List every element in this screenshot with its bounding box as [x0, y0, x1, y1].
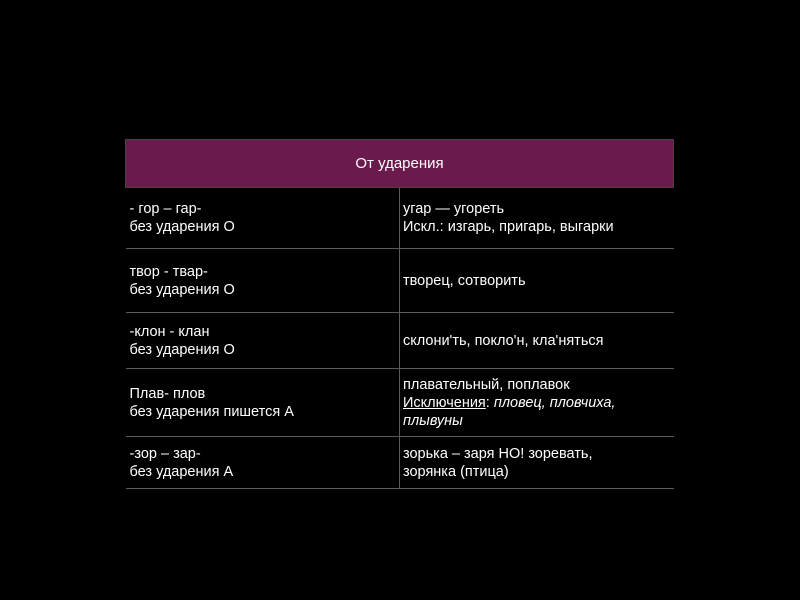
rule-condition: без ударения О [129, 341, 235, 358]
root-pair: твор - твар- [129, 263, 208, 280]
table-row [126, 313, 674, 369]
example-cell [400, 369, 674, 437]
root-pair: -клон - клан [129, 323, 210, 340]
table-row [126, 369, 674, 437]
example-words: плавательный, поплавок [403, 376, 570, 393]
table-row [126, 249, 674, 313]
rule-condition: без ударения О [129, 219, 235, 235]
exceptions-colon: : [485, 394, 490, 411]
exception-words: пловец, пловчиха, [493, 394, 616, 411]
example-words-continued: зорянка (птица) [403, 463, 509, 480]
root-pair: - гор – гар- [129, 201, 202, 217]
exception-words-continued: плывуны [403, 412, 463, 429]
example-cell [400, 437, 674, 489]
exceptions-label: Исключения [403, 394, 486, 411]
example-cell [400, 249, 674, 313]
rule-condition: без ударения О [129, 281, 235, 298]
table-row [126, 188, 674, 249]
exception-words: Искл.: изгарь, пригарь, выгарки [403, 219, 614, 235]
example-words: творец, сотворить [403, 272, 526, 289]
example-words: склони'ть, покло'н, кла'няться [403, 332, 604, 349]
rule-condition: без ударения А [129, 463, 234, 480]
rules-table [125, 139, 674, 489]
rule-cell [126, 188, 400, 249]
example-words: угар — угореть [403, 201, 505, 217]
example-words: зорька – заря НО! зоревать, [403, 445, 593, 462]
table-header-row [126, 140, 674, 188]
table-row [126, 437, 674, 489]
root-pair: -зор – зар- [129, 445, 201, 462]
exceptions-line [403, 394, 674, 412]
table-header: От ударения [126, 140, 674, 188]
rule-cell [126, 313, 400, 369]
example-cell [400, 188, 674, 249]
rule-cell [126, 249, 400, 313]
rule-condition: без ударения пишется А [129, 403, 294, 420]
root-pair: Плав- плов [129, 385, 206, 402]
example-cell [400, 313, 674, 369]
rule-cell [126, 369, 400, 437]
rule-cell [126, 437, 400, 489]
